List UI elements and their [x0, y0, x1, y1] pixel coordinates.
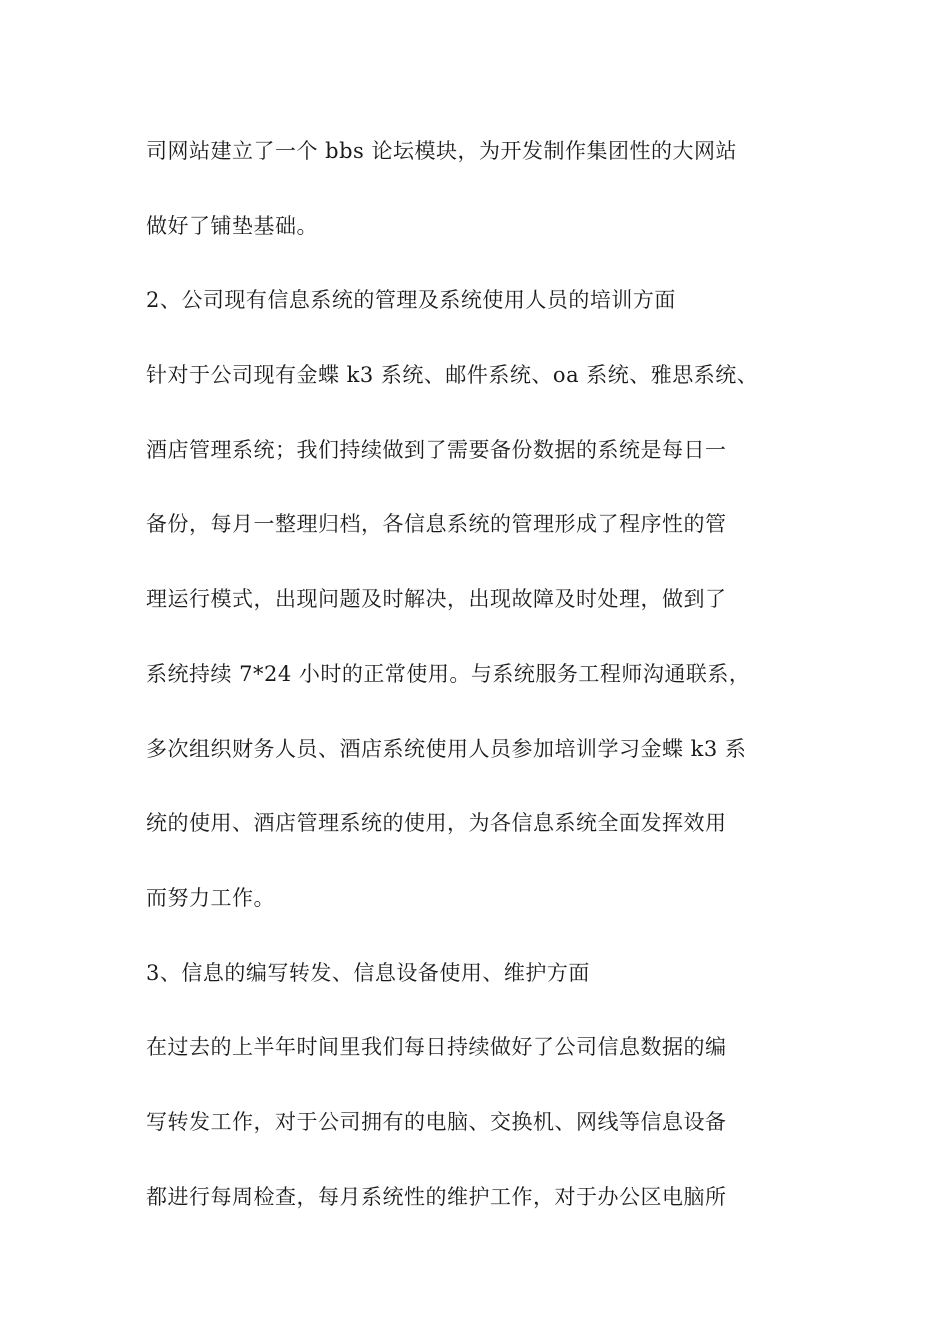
paragraph-line: 做好了铺垫基础。 — [146, 214, 318, 238]
paragraph-line: 系统持续 7*24 小时的正常使用。与系统服务工程师沟通联系， — [146, 662, 751, 686]
section-heading: 2、公司现有信息系统的管理及系统使用人员的培训方面 — [146, 288, 676, 312]
paragraph-line: 都进行每周检查，每月系统性的维护工作，对于办公区电脑所 — [146, 1185, 727, 1209]
paragraph-line: 而努力工作。 — [146, 886, 275, 910]
paragraph-line: 备份，每月一整理归档，各信息系统的管理形成了程序性的管 — [146, 512, 727, 536]
paragraph-line: 针对于公司现有金蝶 k3 系统、邮件系统、oa 系统、雅思系统、 — [146, 363, 759, 387]
section-heading: 3、信息的编写转发、信息设备使用、维护方面 — [146, 961, 590, 985]
paragraph-line: 司网站建立了一个 bbs 论坛模块，为开发制作集团性的大网站 — [146, 139, 738, 163]
paragraph-line: 写转发工作，对于公司拥有的电脑、交换机、网线等信息设备 — [146, 1110, 727, 1134]
paragraph-line: 多次组织财务人员、酒店系统使用人员参加培训学习金蝶 k3 系 — [146, 737, 747, 761]
paragraph-line: 理运行模式，出现问题及时解决，出现故障及时处理，做到了 — [146, 587, 727, 611]
paragraph-line: 酒店管理系统；我们持续做到了需要备份数据的系统是每日一 — [146, 438, 727, 462]
paragraph-line: 在过去的上半年时间里我们每日持续做好了公司信息数据的编 — [146, 1035, 727, 1059]
paragraph-line: 统的使用、酒店管理系统的使用，为各信息系统全面发挥效用 — [146, 811, 727, 835]
